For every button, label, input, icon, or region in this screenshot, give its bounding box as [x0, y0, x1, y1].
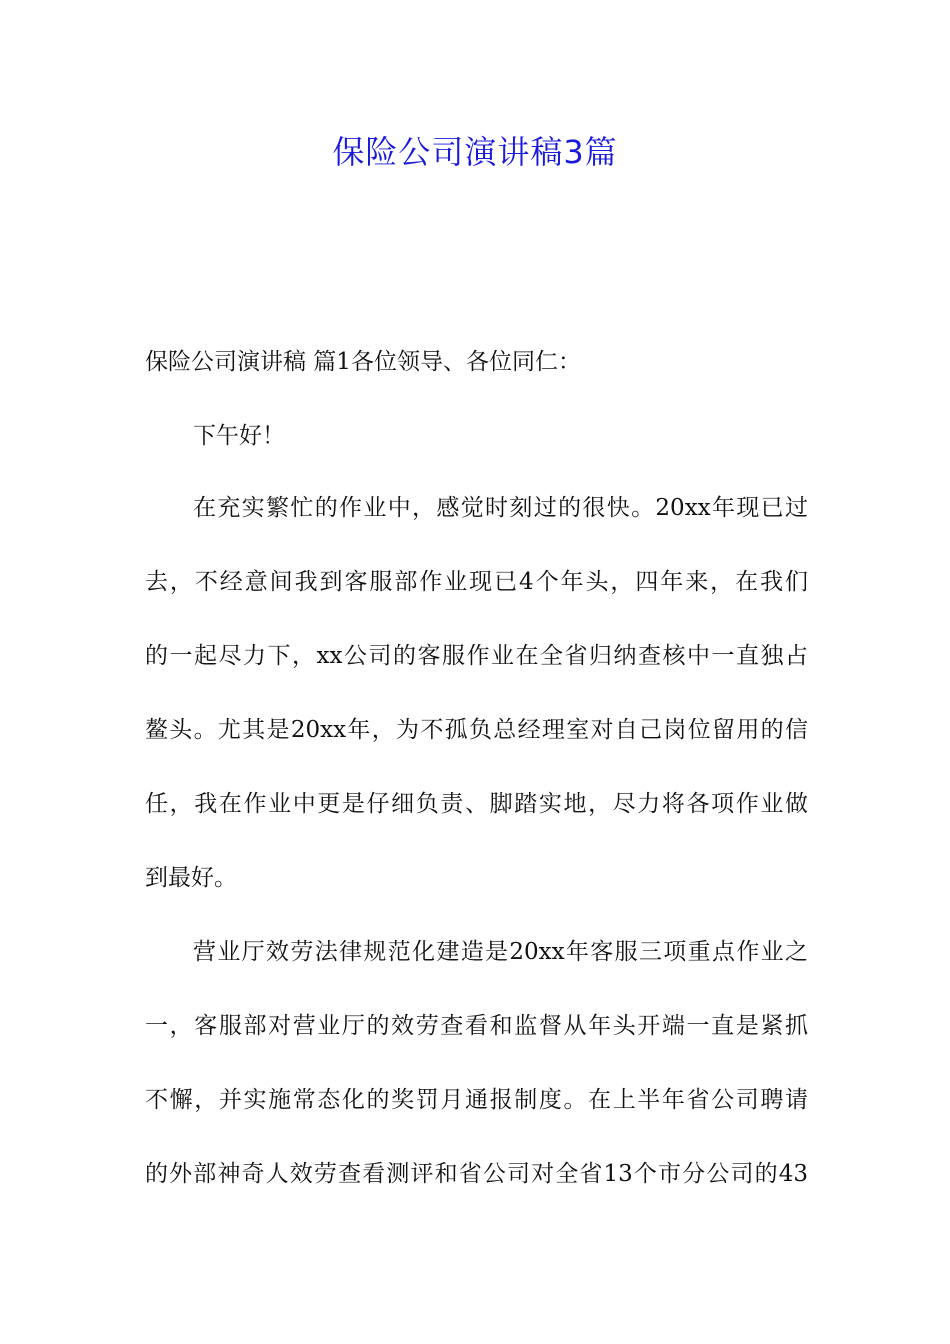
paragraph-1-line-2: 去，不经意间我到客服部作业现已4个年头，四年来，在我们 — [145, 569, 808, 595]
paragraph-2-line-2: 一，客服部对营业厅的效劳查看和监督从年头开端一直是紧抓 — [145, 1013, 808, 1039]
paragraph-1-line-1: 在充实繁忙的作业中，感觉时刻过的很快。20xx年现已过 — [193, 495, 808, 521]
paragraph-1-line-5: 任，我在作业中更是仔细负责、脚踏实地，尽力将各项作业做 — [145, 791, 808, 817]
greeting-line: 下午好！ — [193, 423, 285, 449]
paragraph-2-line-3: 不懈，并实施常态化的奖罚月通报制度。在上半年省公司聘请 — [145, 1087, 808, 1113]
paragraph-1-line-4: 鳌头。尤其是20xx年，为不孤负总经理室对自己岗位留用的信 — [145, 717, 808, 743]
document-title: 保险公司演讲稿3篇 — [332, 133, 618, 171]
paragraph-1-line-3: 的一起尽力下，xx公司的客服作业在全省归纳查核中一直独占 — [145, 643, 808, 669]
paragraph-2-line-4: 的外部神奇人效劳查看测评和省公司对全省13个市分公司的43 — [145, 1161, 808, 1187]
speech-heading-line: 保险公司演讲稿 篇1各位领导、各位同仁： — [145, 349, 581, 375]
paragraph-2-line-1: 营业厅效劳法律规范化建造是20xx年客服三项重点作业之 — [193, 939, 808, 965]
paragraph-1-line-6: 到最好。 — [145, 865, 237, 891]
